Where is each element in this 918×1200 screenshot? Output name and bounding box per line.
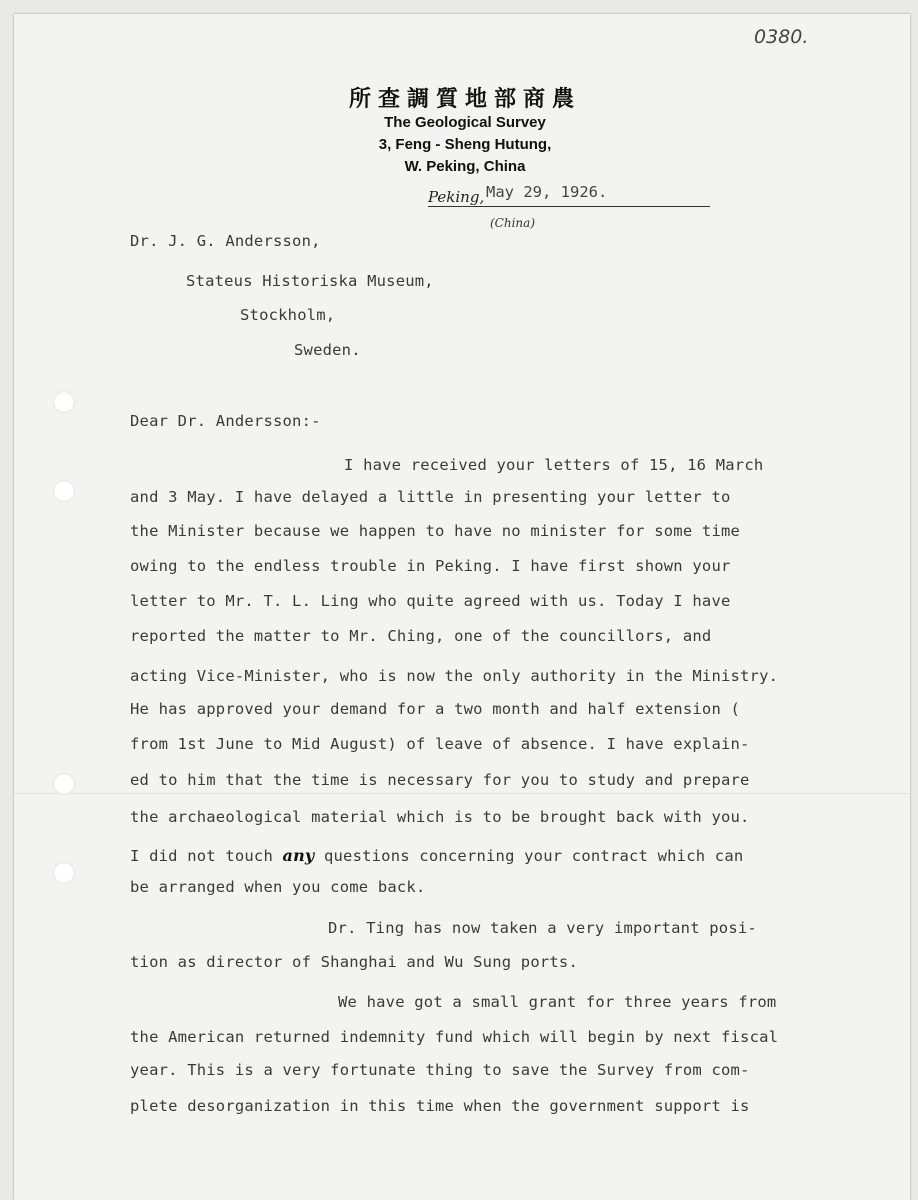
body-line: reported the matter to Mr. Ching, one of the councillors, and	[130, 627, 712, 645]
body-line: from 1st June to Mid August) of leave of absence. I have explain-	[130, 735, 750, 753]
body-text: questions concerning your contract which can	[323, 847, 744, 865]
letterhead-city: W. Peking, China	[404, 158, 526, 175]
body-line: be arranged when you come back.	[130, 878, 426, 896]
letterhead-address: 3, Feng - Sheng Hutung,	[378, 136, 552, 153]
punch-hole-1	[53, 391, 75, 413]
salutation: Dear Dr. Andersson:-	[130, 412, 321, 430]
letterhead-chinese-name: 所查調質地部商農	[348, 86, 581, 111]
punch-hole-2	[53, 480, 75, 502]
body-line: year. This is a very fortunate thing to save the Survey from com-	[130, 1061, 750, 1079]
dateline-country: (China)	[490, 216, 535, 230]
recipient-city: Stockholm,	[240, 306, 336, 324]
body-line: I have received your letters of 15, 16 March	[344, 456, 764, 474]
body-line: letter to Mr. T. L. Ling who quite agreed with us. Today I have	[130, 592, 731, 610]
recipient-country: Sweden.	[294, 341, 361, 359]
body-line: and 3 May. I have delayed a little in presenting your letter to	[130, 488, 731, 506]
body-line	[130, 846, 743, 865]
letterhead-organization: The Geological Survey	[384, 114, 546, 131]
body-line: tion as director of Shanghai and Wu Sung ports.	[130, 953, 578, 971]
body-line: the Minister because we happen to have no minister for some time	[130, 522, 741, 540]
letterhead	[320, 86, 610, 178]
archive-number: 0380.	[754, 26, 809, 48]
body-line: owing to the endless trouble in Peking. I have first shown your	[130, 557, 731, 575]
dateline	[428, 182, 710, 207]
body-line: the archaeological material which is to be brought back with you.	[130, 808, 750, 826]
body-line: acting Vice-Minister, who is now the only authority in the Ministry.	[130, 667, 779, 685]
punch-hole-3	[53, 773, 75, 795]
body-line: Dr. Ting has now taken a very important posi-	[328, 919, 757, 937]
handwritten-insertion: any	[282, 846, 315, 865]
recipient-institution: Stateus Historiska Museum,	[186, 272, 434, 290]
body-text: I did not touch	[130, 847, 273, 865]
body-line: plete desorganization in this time when the government support is	[130, 1097, 750, 1115]
body-line: We have got a small grant for three years from	[338, 993, 777, 1011]
punch-hole-4	[53, 862, 75, 884]
body-line: the American returned indemnity fund which will begin by next fiscal	[130, 1028, 779, 1046]
recipient-name: Dr. J. G. Andersson,	[130, 232, 321, 250]
paper-fold-line	[14, 793, 910, 794]
body-line: ed to him that the time is necessary for you to study and prepare	[130, 771, 750, 789]
dateline-place: Peking,	[428, 188, 485, 206]
letter-date: May 29, 1926.	[486, 183, 608, 201]
body-line: He has approved your demand for a two month and half extension (	[130, 700, 741, 718]
